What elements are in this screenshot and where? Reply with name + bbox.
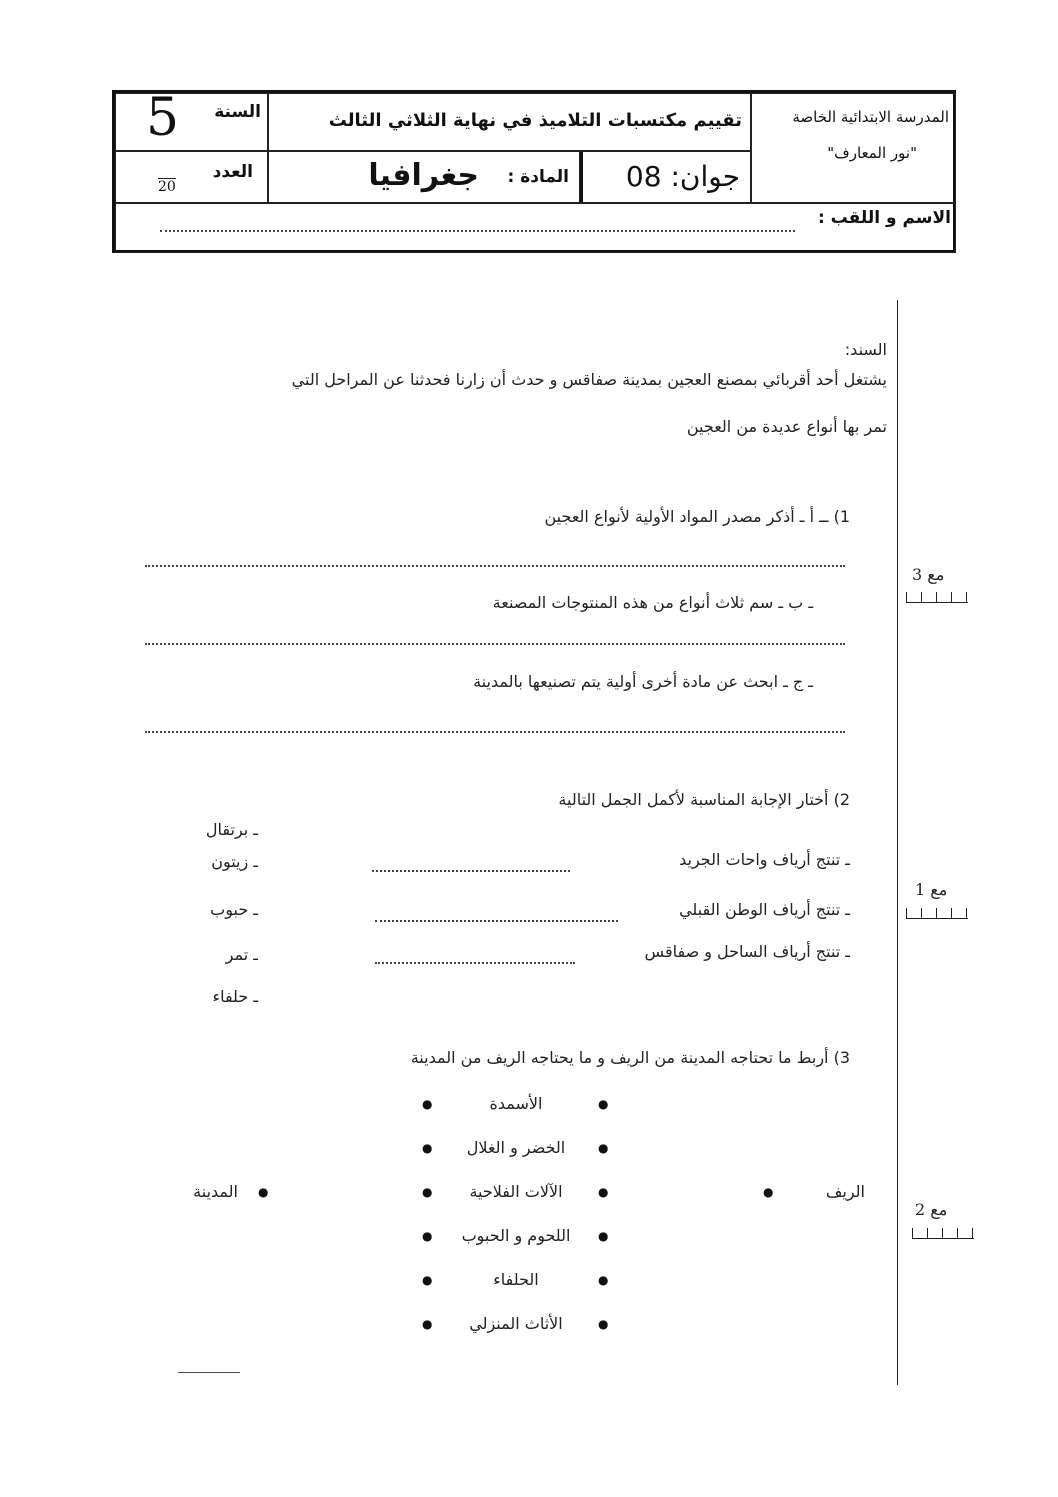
q2-answer-line-2[interactable] — [375, 920, 618, 922]
q2-sentence-3: ـ تنتج أرياف الساحل و صفاقس — [644, 942, 850, 961]
exam-header — [112, 90, 956, 253]
q3-item: الحلفاء — [493, 1270, 539, 1289]
q1-grade-boxes — [906, 592, 968, 603]
q2-sentence-2: ـ تنتج أرياف الوطن القبلي — [679, 900, 850, 919]
q2-mark: مع 1 — [915, 880, 948, 899]
q3-item: الأثاث المنزلي — [469, 1314, 563, 1333]
year-value: 5 — [146, 88, 180, 148]
footer-rule — [178, 1372, 240, 1373]
document-label: السند: — [844, 340, 887, 359]
name-row — [115, 203, 956, 253]
item-bullet-right[interactable]: ● — [598, 1185, 609, 1199]
score-total: 20 — [158, 179, 176, 195]
school-cell — [751, 93, 956, 203]
q1-mark: مع 3 — [912, 565, 945, 584]
year-cell — [115, 88, 268, 151]
q2-sentence-1: ـ تنتج أرياف واحات الجريد — [679, 850, 850, 869]
q2-option-5: ـ حلفاء — [212, 987, 258, 1006]
item-bullet-right[interactable]: ● — [598, 1229, 609, 1243]
q3-rural-label: الريف — [825, 1182, 865, 1201]
q2-title: 2) أختار الإجابة المناسبة لأكمل الجمل التالية — [558, 790, 850, 809]
q1b-text: ـ ب ـ سم ثلاث أنواع من هذه المنتوجات المصنعة — [492, 593, 813, 612]
year-label: السنة — [214, 102, 261, 122]
score-cell — [115, 151, 268, 203]
item-bullet-right[interactable]: ● — [598, 1317, 609, 1331]
margin-divider — [897, 300, 898, 1385]
subject-cell — [268, 151, 580, 203]
q3-item: اللحوم و الحبوب — [461, 1226, 571, 1245]
exam-title: تقييم مكتسبات التلاميذ في نهاية الثلاثي الثالث — [328, 110, 742, 131]
q3-grade-boxes — [912, 1228, 974, 1239]
q2-grade-boxes — [906, 908, 968, 919]
date-cell — [580, 151, 751, 203]
school-name: المدرسة الابتدائية الخاصة — [792, 108, 949, 126]
item-bullet-right[interactable]: ● — [598, 1097, 609, 1111]
q1b-answer-line[interactable] — [145, 643, 845, 645]
name-input-line[interactable] — [160, 230, 795, 232]
school-subtitle: "نور المعارف" — [827, 144, 917, 162]
q2-option-2: ـ زيتون — [211, 852, 258, 871]
item-bullet-right[interactable]: ● — [598, 1141, 609, 1155]
q3-mark: مع 2 — [915, 1200, 948, 1219]
item-bullet-left[interactable]: ● — [422, 1141, 433, 1155]
q3-item: الأسمدة — [489, 1094, 543, 1113]
document-line-2: تمر بها أنواع عديدة من العجين — [686, 417, 887, 436]
item-bullet-left[interactable]: ● — [422, 1097, 433, 1111]
subject-value: جغرافيا — [368, 158, 479, 193]
city-bullet[interactable]: ● — [258, 1185, 269, 1199]
q3-item: الخضر و الغلال — [466, 1138, 566, 1157]
q1c-answer-line[interactable] — [145, 731, 845, 733]
item-bullet-left[interactable]: ● — [422, 1317, 433, 1331]
q2-option-3: ـ حبوب — [210, 900, 258, 919]
item-bullet-right[interactable]: ● — [598, 1273, 609, 1287]
q2-option-1: ـ برتقال — [205, 820, 258, 839]
q2-answer-line-3[interactable] — [375, 962, 575, 964]
q2-answer-line-1[interactable] — [372, 870, 570, 872]
q1a-text: 1) ــ أ ـ أذكر مصدر المواد الأولية لأنواع العجين — [544, 507, 850, 526]
document-line-1: يشتغل أحد أقربائي بمصنع العجين بمدينة صفاقس و حدث أن زارنا فحدثنا عن المراحل التي — [291, 370, 887, 389]
item-bullet-left[interactable]: ● — [422, 1229, 433, 1243]
date-value: جوان: 08 — [625, 160, 740, 193]
q1a-answer-line[interactable] — [145, 565, 845, 567]
q2-option-4: ـ تمر — [225, 945, 258, 964]
item-bullet-left[interactable]: ● — [422, 1273, 433, 1287]
q3-item: الآلات الفلاحية — [469, 1182, 563, 1201]
q3-city-label: المدينة — [193, 1182, 238, 1201]
score-label: العدد — [212, 162, 253, 182]
item-bullet-left[interactable]: ● — [422, 1185, 433, 1199]
name-label: الاسم و اللقب : — [817, 208, 951, 228]
title-cell — [268, 93, 751, 151]
q1c-text: ـ ج ـ ابحث عن مادة أخرى أولية يتم تصنيعها بالمدينة — [473, 672, 813, 691]
subject-label: المادة : — [507, 167, 569, 187]
rural-bullet[interactable]: ● — [763, 1185, 774, 1199]
q3-title: 3) أربط ما تحتاجه المدينة من الريف و ما يحتاجه الريف من المدينة — [410, 1048, 850, 1067]
